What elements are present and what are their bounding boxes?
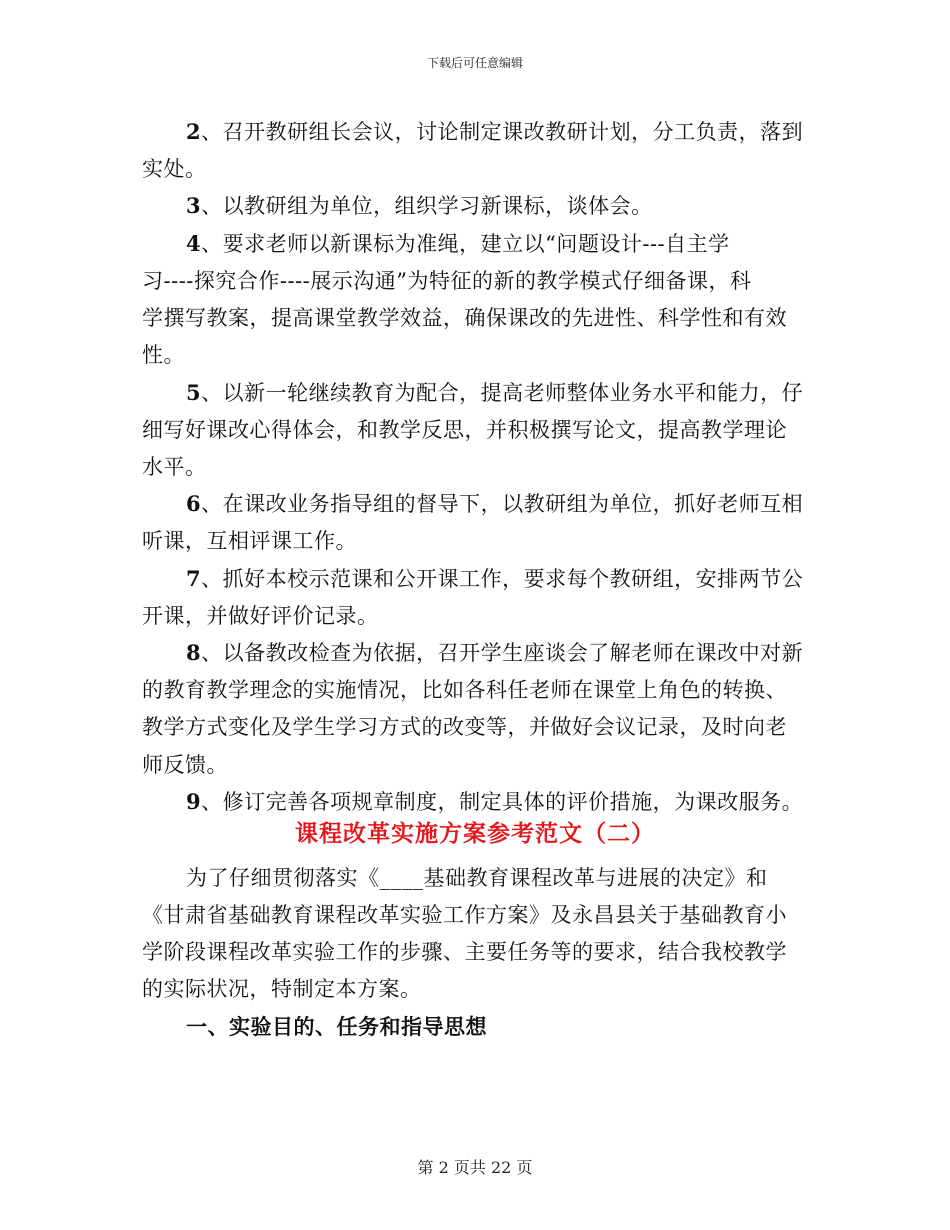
item-text: 、以教研组为单位，组织学习新课标，谈体会。	[201, 194, 653, 218]
item-number: 7	[186, 566, 202, 591]
item-text: 、要求老师以新课标为准绳，建立以“问题设计---自主学	[201, 232, 730, 256]
item-line: 细写好课改心得体会，和教学反思，并积极撰写论文，提高教学理论	[142, 418, 787, 442]
item-number: 2	[186, 119, 202, 144]
intro-line: 为了仔细贯彻落实《____基础教育课程改革与进展的决定》和	[186, 866, 768, 890]
section-heading: 一、实验目的、任务和指导思想	[186, 1014, 487, 1039]
item-text: 、召开教研组长会议，讨论制定课改教研计划，分工负责，落到	[201, 120, 804, 144]
item-line: 开课，并做好评价记录。	[142, 604, 379, 628]
section-title: 课程改革实施方案参考范文（二）	[295, 820, 655, 847]
item-text: 、修订完善各项规章制度，制定具体的评价措施，为课改服务。	[201, 790, 804, 814]
item-line: 听课，互相评课工作。	[142, 529, 357, 553]
item-line	[186, 563, 856, 593]
item-number: 4	[186, 231, 202, 256]
item-line: 师反馈。	[142, 753, 228, 777]
page-header: 下载后可任意编辑	[426, 56, 523, 70]
item-line: 性。	[142, 343, 185, 367]
item-line: 习----探究合作----展示沟通”为特征的新的教学模式仔细备课，科	[142, 269, 752, 293]
item-text: 、以备教改检查为依据，召开学生座谈会了解老师在课改中对新	[201, 641, 804, 665]
item-text: 、以新一轮继续教育为配合，提高老师整体业务水平和能力，仔	[201, 381, 804, 405]
item-number: 3	[186, 193, 202, 218]
item-line: 学撰写教案，提高课堂教学效益，确保课改的先进性、科学性和有效	[142, 306, 787, 330]
item-line	[186, 116, 856, 146]
item-line: 的教育教学理念的实施情况，比如各科任老师在课堂上角色的转换、	[142, 678, 787, 702]
item-text: 、在课改业务指导组的督导下，以教研组为单位，抓好老师互相	[201, 492, 804, 516]
item-line	[186, 190, 856, 220]
page-footer: 第 2 页共 22 页	[417, 1158, 533, 1177]
intro-line: 学阶段课程改革实验工作的步骤、主要任务等的要求，结合我校教学	[142, 940, 787, 964]
item-number: 6	[186, 491, 202, 516]
item-line: 教学方式变化及学生学习方式的改变等，并做好会议记录，及时向老	[142, 715, 787, 739]
item-number: 8	[186, 640, 202, 665]
item-text: 、抓好本校示范课和公开课工作，要求每个教研组，安排两节公	[201, 567, 804, 591]
item-number: 5	[186, 380, 202, 405]
item-number: 9	[186, 789, 202, 814]
item-line	[186, 786, 856, 816]
item-line	[186, 228, 856, 258]
intro-line: 的实际状况，特制定本方案。	[142, 977, 422, 1001]
item-line	[186, 637, 856, 667]
intro-line: 《甘肃省基础教育课程改革实验工作方案》及永昌县关于基础教育小	[142, 903, 787, 927]
item-line	[186, 377, 856, 407]
item-line: 水平。	[142, 455, 207, 479]
item-line	[186, 488, 856, 518]
item-line: 实处。	[142, 157, 207, 181]
